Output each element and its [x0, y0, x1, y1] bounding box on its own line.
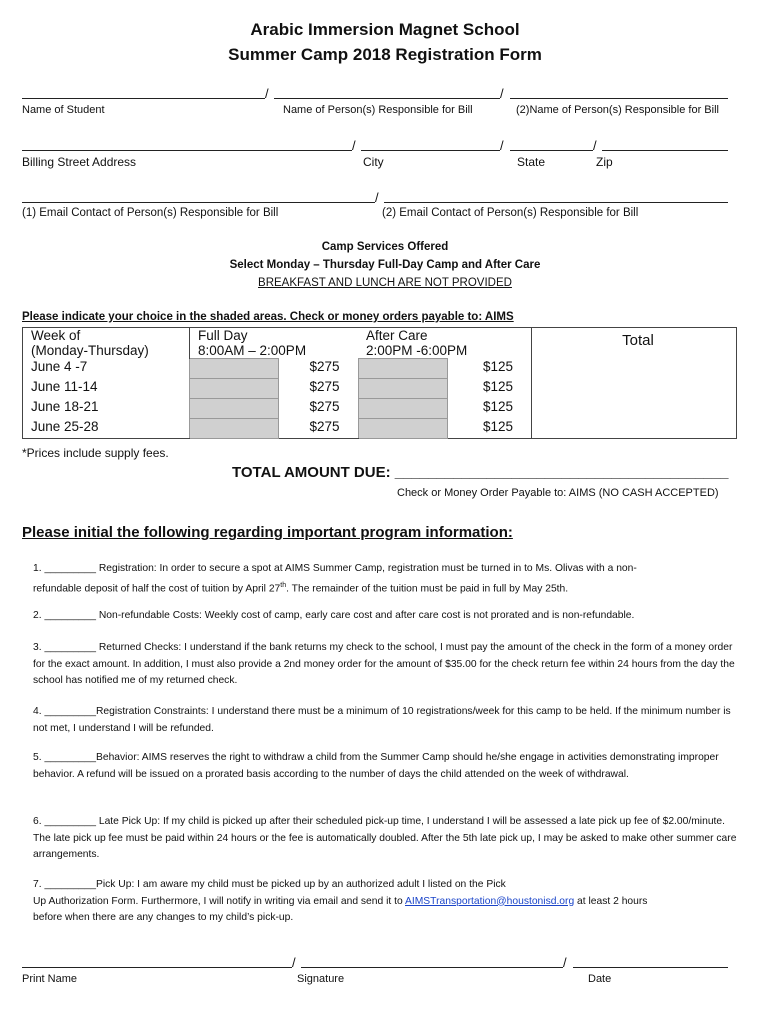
after-care-price: $125: [482, 398, 513, 414]
email-2-line[interactable]: [384, 202, 728, 203]
separator: /: [593, 138, 597, 153]
label-billing-address: Billing Street Address: [22, 155, 137, 169]
label-signature: Signature: [297, 973, 345, 985]
fee-table: [22, 327, 737, 439]
services-notice: BREAKFAST AND LUNCH ARE NOT PROVIDED: [258, 277, 512, 289]
label-name-of-student: Name of Student: [22, 104, 105, 116]
initials-heading: Please initial the following regarding important program information:: [22, 524, 513, 541]
label-print-name: Print Name: [22, 973, 78, 985]
total-amount-due[interactable]: TOTAL AMOUNT DUE: ________________________________________: [232, 464, 729, 481]
full-day-select-cell[interactable]: [190, 379, 279, 399]
email-1-line[interactable]: [22, 202, 375, 203]
full-day-price: $275: [279, 419, 359, 439]
initial-item-7: 7. _________Pick Up: I am aware my child must be picked up by an authorized adult I listed on the Pick Up Authorization Form. Furthermore, I will notify in writing via email and send it to AIMSTransportation@houstonisd.org at least 2 hours before when there are any changes to my child’s pick-up.: [33, 879, 648, 923]
separator: /: [375, 190, 379, 205]
full-day-select-cell[interactable]: [190, 359, 279, 379]
form-title-line-1: Arabic Immersion Magnet School: [250, 20, 520, 39]
after-care-price: $125: [482, 358, 513, 374]
billing-address-line[interactable]: [22, 150, 352, 151]
separator: /: [265, 86, 269, 101]
header-full-day: Full Day 8:00AM – 2:00PM: [190, 328, 359, 359]
initial-item-1: 1. _________ Registration: In order to secure a spot at AIMS Summer Camp, registration must be turned in to Ms. Olivas with a non- refundable deposit of half the cost of tuition by April 27th. The remainder of the tuition must be paid in full by May 25th.: [33, 563, 637, 594]
initial-item-5: 5. _________Behavior: AIMS reserves the right to withdraw a child from the Summer Camp should he/she engage in activities demonstrating improper behavior. A refund will be issued on a prorated basis according to the number of days the child attended on the week of withdrawal.: [33, 752, 719, 780]
price-footnote: *Prices include supply fees.: [22, 446, 169, 460]
full-day-price: $275: [309, 358, 340, 374]
initial-item-2: 2. _________ Non-refundable Costs: Weekly cost of camp, early care cost and after care cost is not prorated and is non-refundable.: [33, 610, 635, 621]
header-after-care: After Care 2:00PM -6:00PM: [358, 328, 532, 359]
services-subheading: Select Monday – Thursday Full-Day Camp and After Care: [229, 259, 541, 271]
label-person-responsible-1: Name of Person(s) Responsible for Bill: [283, 104, 473, 116]
separator: /: [292, 955, 296, 970]
initial-item-3: 3. _________ Returned Checks: I understand if the bank returns my check to the school, I must pay the amount of the check in the form of a money order for the exact amount. In addition, I must also provide a 2nd money order for the amount of $35.00 for the check return fee within 24 hours from the day the school has notified me of my returned check.: [33, 642, 735, 686]
separator: /: [500, 138, 504, 153]
form-title-line-2: Summer Camp 2018 Registration Form: [228, 45, 542, 64]
after-care-price: $125: [482, 378, 513, 394]
label-email-2: (2) Email Contact of Person(s) Responsible for Bill: [382, 207, 639, 219]
signature-line[interactable]: [301, 967, 563, 968]
date-line[interactable]: [573, 967, 728, 968]
student-name-line[interactable]: [22, 98, 265, 99]
separator: /: [563, 955, 567, 970]
week-cell: June 18-21: [23, 399, 190, 419]
week-cell: June 11-14: [23, 379, 190, 399]
state-line[interactable]: [510, 150, 593, 151]
full-day-select-cell[interactable]: [190, 419, 279, 439]
separator: /: [352, 138, 356, 153]
full-day-select-cell[interactable]: [190, 399, 279, 419]
payable-note: Check or Money Order Payable to: AIMS (NO CASH ACCEPTED): [397, 487, 719, 499]
after-care-select-cell[interactable]: [358, 399, 447, 419]
shaded-area-instruction: Please indicate your choice in the shaded areas. Check or money orders payable to: AIMS: [22, 311, 514, 323]
zip-line[interactable]: [602, 150, 728, 151]
label-date: Date: [588, 973, 612, 985]
after-care-price: $125: [447, 419, 532, 439]
label-person-responsible-2: (2)Name of Person(s) Responsible for Bill: [516, 104, 719, 116]
person-responsible-1-line[interactable]: [274, 98, 500, 99]
after-care-select-cell[interactable]: [358, 419, 447, 439]
city-line[interactable]: [361, 150, 500, 151]
full-day-price: $275: [309, 378, 340, 394]
label-state: State: [517, 155, 546, 169]
label-email-1: (1) Email Contact of Person(s) Responsible for Bill: [22, 207, 279, 219]
after-care-select-cell[interactable]: [358, 379, 447, 399]
label-city: City: [363, 155, 384, 169]
label-zip: Zip: [596, 155, 613, 169]
total-column[interactable]: Total: [532, 328, 737, 439]
header-week: Week of (Monday-Thursday): [23, 328, 190, 359]
separator: /: [500, 86, 504, 101]
week-cell: June 25-28: [23, 419, 190, 439]
full-day-price: $275: [309, 398, 340, 414]
initial-item-6: 6. _________ Late Pick Up: If my child is picked up after their scheduled pick-up time, I understand I will be assessed a late pick up fee of $2.00/minute. The late pick up fee must be paid within 24 hours or the fee is automatically doubled. After the 5th late pick up, I may be asked to make other summer care arrangements.: [33, 816, 737, 860]
services-heading: Camp Services Offered: [321, 241, 449, 253]
person-responsible-2-line[interactable]: [510, 98, 728, 99]
transportation-email-link[interactable]: AIMSTransportation@houstonisd.org: [405, 895, 575, 907]
week-cell: June 4 -7: [23, 359, 190, 379]
after-care-select-cell[interactable]: [358, 359, 447, 379]
print-name-line[interactable]: [22, 967, 292, 968]
initial-item-4: 4. _________Registration Constraints: I understand there must be a minimum of 10 registrations/week for this camp to be held. If the minimum number is not met, I understand I will be refunded.: [33, 706, 731, 734]
